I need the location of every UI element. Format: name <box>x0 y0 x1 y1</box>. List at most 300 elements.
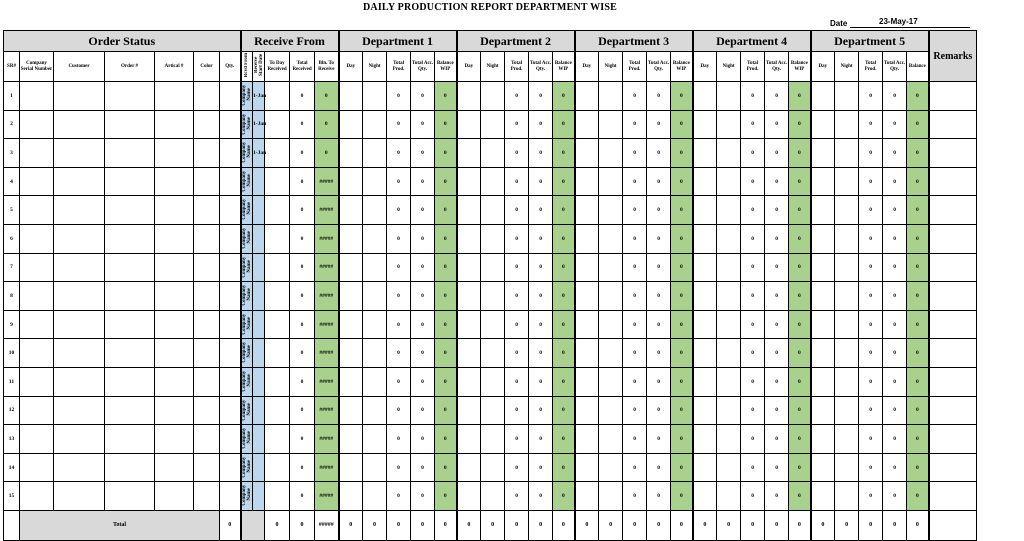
dept-day-cell[interactable] <box>339 139 363 168</box>
dept-night-cell[interactable] <box>363 310 387 339</box>
order-cell[interactable] <box>220 82 241 111</box>
dept-day-cell[interactable] <box>693 396 717 425</box>
dept-day-cell[interactable] <box>811 196 835 225</box>
order-cell[interactable] <box>194 425 220 454</box>
dept-night-cell[interactable] <box>363 396 387 425</box>
order-cell[interactable] <box>155 224 194 253</box>
dept-day-cell[interactable] <box>457 482 481 511</box>
dept-day-cell[interactable] <box>693 253 717 282</box>
dept-day-cell[interactable] <box>693 110 717 139</box>
dept-day-cell[interactable] <box>811 425 835 454</box>
order-cell[interactable] <box>220 396 241 425</box>
dept-night-cell[interactable] <box>835 367 859 396</box>
dept-night-cell[interactable] <box>481 167 505 196</box>
dept-night-cell[interactable] <box>599 167 623 196</box>
dept-night-cell[interactable] <box>835 310 859 339</box>
dept-night-cell[interactable] <box>835 139 859 168</box>
order-cell[interactable] <box>194 196 220 225</box>
company-name-cell[interactable]: Company Name <box>241 425 253 454</box>
dept-night-cell[interactable] <box>835 224 859 253</box>
dept-night-cell[interactable] <box>599 367 623 396</box>
order-cell[interactable] <box>194 110 220 139</box>
order-cell[interactable] <box>220 224 241 253</box>
dept-night-cell[interactable] <box>599 253 623 282</box>
order-cell[interactable] <box>20 453 54 482</box>
dept-night-cell[interactable] <box>835 425 859 454</box>
order-cell[interactable] <box>105 339 155 368</box>
order-cell[interactable] <box>54 224 105 253</box>
dept-night-cell[interactable] <box>599 196 623 225</box>
dept-night-cell[interactable] <box>835 482 859 511</box>
dept-night-cell[interactable] <box>717 82 741 111</box>
dept-night-cell[interactable] <box>363 339 387 368</box>
start-date-cell[interactable] <box>253 167 265 196</box>
order-cell[interactable] <box>155 396 194 425</box>
order-cell[interactable] <box>220 253 241 282</box>
company-name-cell[interactable]: Company Name <box>241 253 253 282</box>
order-cell[interactable] <box>155 110 194 139</box>
order-cell[interactable] <box>105 282 155 311</box>
order-cell[interactable] <box>20 253 54 282</box>
dept-day-cell[interactable] <box>575 82 599 111</box>
dept-day-cell[interactable] <box>693 367 717 396</box>
order-cell[interactable] <box>105 196 155 225</box>
dept-day-cell[interactable] <box>457 310 481 339</box>
order-cell[interactable] <box>20 110 54 139</box>
dept-night-cell[interactable] <box>717 425 741 454</box>
dept-night-cell[interactable] <box>835 253 859 282</box>
dept-night-cell[interactable] <box>717 224 741 253</box>
start-date-cell[interactable] <box>253 425 265 454</box>
remarks-cell[interactable] <box>929 167 977 196</box>
order-cell[interactable] <box>105 139 155 168</box>
order-cell[interactable] <box>155 310 194 339</box>
company-name-cell[interactable]: Company Name <box>241 110 253 139</box>
remarks-cell[interactable] <box>929 425 977 454</box>
dept-night-cell[interactable] <box>835 82 859 111</box>
dept-night-cell[interactable] <box>363 482 387 511</box>
order-cell[interactable] <box>54 110 105 139</box>
order-cell[interactable] <box>105 310 155 339</box>
dept-day-cell[interactable] <box>693 339 717 368</box>
dept-day-cell[interactable] <box>339 196 363 225</box>
company-name-cell[interactable]: Company Name <box>241 139 253 168</box>
order-cell[interactable] <box>105 482 155 511</box>
remarks-cell[interactable] <box>929 196 977 225</box>
today-received-cell[interactable] <box>265 110 290 139</box>
order-cell[interactable] <box>194 139 220 168</box>
dept-night-cell[interactable] <box>363 196 387 225</box>
order-cell[interactable] <box>155 282 194 311</box>
order-cell[interactable] <box>220 367 241 396</box>
order-cell[interactable] <box>20 310 54 339</box>
dept-day-cell[interactable] <box>811 367 835 396</box>
order-cell[interactable] <box>220 339 241 368</box>
dept-day-cell[interactable] <box>339 167 363 196</box>
remarks-cell[interactable] <box>929 453 977 482</box>
company-name-cell[interactable]: Company Name <box>241 224 253 253</box>
dept-day-cell[interactable] <box>693 310 717 339</box>
dept-day-cell[interactable] <box>339 282 363 311</box>
dept-night-cell[interactable] <box>481 425 505 454</box>
dept-night-cell[interactable] <box>599 82 623 111</box>
dept-night-cell[interactable] <box>481 196 505 225</box>
company-name-cell[interactable]: Company Name <box>241 482 253 511</box>
dept-day-cell[interactable] <box>693 453 717 482</box>
order-cell[interactable] <box>54 425 105 454</box>
dept-day-cell[interactable] <box>457 82 481 111</box>
order-cell[interactable] <box>155 196 194 225</box>
dept-day-cell[interactable] <box>339 82 363 111</box>
dept-day-cell[interactable] <box>575 253 599 282</box>
order-cell[interactable] <box>194 339 220 368</box>
order-cell[interactable] <box>54 82 105 111</box>
order-cell[interactable] <box>54 367 105 396</box>
dept-day-cell[interactable] <box>693 224 717 253</box>
order-cell[interactable] <box>155 453 194 482</box>
dept-night-cell[interactable] <box>835 453 859 482</box>
order-cell[interactable] <box>220 282 241 311</box>
order-cell[interactable] <box>54 167 105 196</box>
dept-night-cell[interactable] <box>363 110 387 139</box>
order-cell[interactable] <box>220 425 241 454</box>
dept-day-cell[interactable] <box>457 224 481 253</box>
dept-night-cell[interactable] <box>481 367 505 396</box>
dept-day-cell[interactable] <box>339 482 363 511</box>
order-cell[interactable] <box>54 139 105 168</box>
dept-day-cell[interactable] <box>575 339 599 368</box>
dept-day-cell[interactable] <box>575 110 599 139</box>
order-cell[interactable] <box>20 367 54 396</box>
order-cell[interactable] <box>194 82 220 111</box>
dept-night-cell[interactable] <box>599 339 623 368</box>
dept-night-cell[interactable] <box>717 110 741 139</box>
dept-day-cell[interactable] <box>811 482 835 511</box>
order-cell[interactable] <box>54 253 105 282</box>
dept-night-cell[interactable] <box>835 396 859 425</box>
dept-night-cell[interactable] <box>481 453 505 482</box>
order-cell[interactable] <box>155 167 194 196</box>
today-received-cell[interactable] <box>265 453 290 482</box>
dept-night-cell[interactable] <box>363 282 387 311</box>
dept-night-cell[interactable] <box>481 253 505 282</box>
dept-night-cell[interactable] <box>717 367 741 396</box>
order-cell[interactable] <box>194 367 220 396</box>
order-cell[interactable] <box>155 82 194 111</box>
dept-night-cell[interactable] <box>363 139 387 168</box>
dept-day-cell[interactable] <box>811 253 835 282</box>
order-cell[interactable] <box>194 482 220 511</box>
dept-day-cell[interactable] <box>457 110 481 139</box>
dept-night-cell[interactable] <box>363 425 387 454</box>
dept-day-cell[interactable] <box>811 282 835 311</box>
start-date-cell[interactable]: 1-Jan <box>253 110 265 139</box>
dept-day-cell[interactable] <box>575 167 599 196</box>
order-cell[interactable] <box>54 339 105 368</box>
order-cell[interactable] <box>220 482 241 511</box>
dept-night-cell[interactable] <box>717 396 741 425</box>
today-received-cell[interactable] <box>265 224 290 253</box>
order-cell[interactable] <box>155 253 194 282</box>
dept-night-cell[interactable] <box>835 110 859 139</box>
order-cell[interactable] <box>105 82 155 111</box>
order-cell[interactable] <box>105 367 155 396</box>
order-cell[interactable] <box>105 167 155 196</box>
order-cell[interactable] <box>194 224 220 253</box>
order-cell[interactable] <box>194 396 220 425</box>
company-name-cell[interactable]: Company Name <box>241 167 253 196</box>
remarks-cell[interactable] <box>929 224 977 253</box>
start-date-cell[interactable] <box>253 224 265 253</box>
remarks-cell[interactable] <box>929 282 977 311</box>
today-received-cell[interactable] <box>265 139 290 168</box>
dept-night-cell[interactable] <box>363 367 387 396</box>
dept-day-cell[interactable] <box>575 224 599 253</box>
dept-day-cell[interactable] <box>693 196 717 225</box>
dept-night-cell[interactable] <box>717 167 741 196</box>
dept-night-cell[interactable] <box>835 196 859 225</box>
dept-day-cell[interactable] <box>575 453 599 482</box>
dept-night-cell[interactable] <box>599 482 623 511</box>
order-cell[interactable] <box>54 453 105 482</box>
dept-night-cell[interactable] <box>599 396 623 425</box>
dept-day-cell[interactable] <box>575 282 599 311</box>
order-cell[interactable] <box>54 310 105 339</box>
dept-night-cell[interactable] <box>835 339 859 368</box>
start-date-cell[interactable] <box>253 482 265 511</box>
start-date-cell[interactable] <box>253 253 265 282</box>
dept-night-cell[interactable] <box>363 167 387 196</box>
remarks-cell[interactable] <box>929 310 977 339</box>
dept-day-cell[interactable] <box>457 367 481 396</box>
start-date-cell[interactable] <box>253 196 265 225</box>
dept-day-cell[interactable] <box>339 339 363 368</box>
order-cell[interactable] <box>155 367 194 396</box>
company-name-cell[interactable]: Company Name <box>241 310 253 339</box>
order-cell[interactable] <box>155 339 194 368</box>
company-name-cell[interactable]: Company Name <box>241 367 253 396</box>
order-cell[interactable] <box>20 82 54 111</box>
order-cell[interactable] <box>20 224 54 253</box>
order-cell[interactable] <box>20 196 54 225</box>
remarks-cell[interactable] <box>929 253 977 282</box>
dept-night-cell[interactable] <box>717 339 741 368</box>
dept-day-cell[interactable] <box>693 482 717 511</box>
dept-day-cell[interactable] <box>457 139 481 168</box>
dept-day-cell[interactable] <box>339 425 363 454</box>
dept-night-cell[interactable] <box>717 482 741 511</box>
dept-day-cell[interactable] <box>811 82 835 111</box>
company-name-cell[interactable]: Company Name <box>241 453 253 482</box>
order-cell[interactable] <box>54 482 105 511</box>
dept-night-cell[interactable] <box>599 425 623 454</box>
start-date-cell[interactable] <box>253 339 265 368</box>
remarks-cell[interactable] <box>929 82 977 111</box>
dept-day-cell[interactable] <box>575 396 599 425</box>
dept-day-cell[interactable] <box>693 139 717 168</box>
today-received-cell[interactable] <box>265 167 290 196</box>
dept-night-cell[interactable] <box>363 224 387 253</box>
today-received-cell[interactable] <box>265 82 290 111</box>
start-date-cell[interactable] <box>253 282 265 311</box>
dept-night-cell[interactable] <box>481 110 505 139</box>
company-name-cell[interactable]: Company Name <box>241 396 253 425</box>
order-cell[interactable] <box>220 310 241 339</box>
dept-night-cell[interactable] <box>717 310 741 339</box>
order-cell[interactable] <box>105 396 155 425</box>
dept-night-cell[interactable] <box>481 396 505 425</box>
dept-night-cell[interactable] <box>481 282 505 311</box>
today-received-cell[interactable] <box>265 367 290 396</box>
order-cell[interactable] <box>220 139 241 168</box>
dept-day-cell[interactable] <box>811 339 835 368</box>
order-cell[interactable] <box>54 196 105 225</box>
order-cell[interactable] <box>105 253 155 282</box>
order-cell[interactable] <box>194 310 220 339</box>
start-date-cell[interactable]: 1-Jan <box>253 82 265 111</box>
order-cell[interactable] <box>220 196 241 225</box>
order-cell[interactable] <box>20 282 54 311</box>
dept-night-cell[interactable] <box>481 310 505 339</box>
dept-night-cell[interactable] <box>481 82 505 111</box>
dept-day-cell[interactable] <box>339 396 363 425</box>
today-received-cell[interactable] <box>265 310 290 339</box>
dept-day-cell[interactable] <box>811 453 835 482</box>
dept-day-cell[interactable] <box>339 110 363 139</box>
remarks-cell[interactable] <box>929 396 977 425</box>
remarks-cell[interactable] <box>929 139 977 168</box>
today-received-cell[interactable] <box>265 253 290 282</box>
dept-night-cell[interactable] <box>599 310 623 339</box>
today-received-cell[interactable] <box>265 482 290 511</box>
dept-day-cell[interactable] <box>339 453 363 482</box>
order-cell[interactable] <box>54 282 105 311</box>
order-cell[interactable] <box>155 482 194 511</box>
dept-day-cell[interactable] <box>457 396 481 425</box>
dept-night-cell[interactable] <box>599 282 623 311</box>
order-cell[interactable] <box>20 167 54 196</box>
today-received-cell[interactable] <box>265 196 290 225</box>
order-cell[interactable] <box>20 425 54 454</box>
remarks-cell[interactable] <box>929 482 977 511</box>
today-received-cell[interactable] <box>265 282 290 311</box>
company-name-cell[interactable]: Company Name <box>241 282 253 311</box>
today-received-cell[interactable] <box>265 396 290 425</box>
dept-night-cell[interactable] <box>599 224 623 253</box>
order-cell[interactable] <box>105 224 155 253</box>
company-name-cell[interactable]: Company Name <box>241 339 253 368</box>
start-date-cell[interactable] <box>253 453 265 482</box>
dept-day-cell[interactable] <box>457 196 481 225</box>
order-cell[interactable] <box>155 139 194 168</box>
order-cell[interactable] <box>20 339 54 368</box>
remarks-cell[interactable] <box>929 110 977 139</box>
order-cell[interactable] <box>105 453 155 482</box>
dept-night-cell[interactable] <box>717 196 741 225</box>
remarks-cell[interactable] <box>929 339 977 368</box>
dept-night-cell[interactable] <box>717 453 741 482</box>
order-cell[interactable] <box>194 167 220 196</box>
dept-night-cell[interactable] <box>717 282 741 311</box>
dept-day-cell[interactable] <box>693 167 717 196</box>
today-received-cell[interactable] <box>265 425 290 454</box>
dept-night-cell[interactable] <box>363 82 387 111</box>
dept-day-cell[interactable] <box>339 310 363 339</box>
company-name-cell[interactable]: Company Name <box>241 196 253 225</box>
dept-day-cell[interactable] <box>693 282 717 311</box>
order-cell[interactable] <box>54 396 105 425</box>
dept-day-cell[interactable] <box>811 224 835 253</box>
dept-day-cell[interactable] <box>811 396 835 425</box>
dept-day-cell[interactable] <box>575 367 599 396</box>
dept-night-cell[interactable] <box>599 139 623 168</box>
dept-day-cell[interactable] <box>339 367 363 396</box>
dept-night-cell[interactable] <box>481 482 505 511</box>
dept-night-cell[interactable] <box>717 253 741 282</box>
dept-day-cell[interactable] <box>575 310 599 339</box>
dept-night-cell[interactable] <box>835 282 859 311</box>
dept-day-cell[interactable] <box>811 110 835 139</box>
dept-night-cell[interactable] <box>363 453 387 482</box>
start-date-cell[interactable]: 1-Jan <box>253 139 265 168</box>
dept-day-cell[interactable] <box>457 453 481 482</box>
start-date-cell[interactable] <box>253 310 265 339</box>
dept-day-cell[interactable] <box>457 167 481 196</box>
dept-day-cell[interactable] <box>575 482 599 511</box>
start-date-cell[interactable] <box>253 367 265 396</box>
dept-day-cell[interactable] <box>693 425 717 454</box>
order-cell[interactable] <box>194 253 220 282</box>
order-cell[interactable] <box>20 482 54 511</box>
dept-night-cell[interactable] <box>599 453 623 482</box>
company-name-cell[interactable]: Company Name <box>241 82 253 111</box>
today-received-cell[interactable] <box>265 339 290 368</box>
order-cell[interactable] <box>20 396 54 425</box>
dept-day-cell[interactable] <box>457 425 481 454</box>
dept-day-cell[interactable] <box>575 196 599 225</box>
dept-day-cell[interactable] <box>457 339 481 368</box>
order-cell[interactable] <box>194 453 220 482</box>
start-date-cell[interactable] <box>253 396 265 425</box>
order-cell[interactable] <box>220 167 241 196</box>
dept-day-cell[interactable] <box>339 224 363 253</box>
order-cell[interactable] <box>194 282 220 311</box>
dept-day-cell[interactable] <box>811 167 835 196</box>
dept-day-cell[interactable] <box>693 82 717 111</box>
dept-day-cell[interactable] <box>575 139 599 168</box>
date-value[interactable]: 23-May-17 <box>879 17 918 26</box>
dept-day-cell[interactable] <box>575 425 599 454</box>
dept-night-cell[interactable] <box>363 253 387 282</box>
order-cell[interactable] <box>105 425 155 454</box>
dept-day-cell[interactable] <box>811 310 835 339</box>
order-cell[interactable] <box>220 453 241 482</box>
remarks-cell[interactable] <box>929 367 977 396</box>
dept-day-cell[interactable] <box>339 253 363 282</box>
dept-night-cell[interactable] <box>481 224 505 253</box>
dept-day-cell[interactable] <box>457 253 481 282</box>
dept-night-cell[interactable] <box>481 139 505 168</box>
dept-night-cell[interactable] <box>599 110 623 139</box>
dept-night-cell[interactable] <box>835 167 859 196</box>
order-cell[interactable] <box>20 139 54 168</box>
order-cell[interactable] <box>155 425 194 454</box>
order-cell[interactable] <box>220 110 241 139</box>
dept-day-cell[interactable] <box>457 282 481 311</box>
order-cell[interactable] <box>105 110 155 139</box>
dept-night-cell[interactable] <box>717 139 741 168</box>
dept-day-cell[interactable] <box>811 139 835 168</box>
